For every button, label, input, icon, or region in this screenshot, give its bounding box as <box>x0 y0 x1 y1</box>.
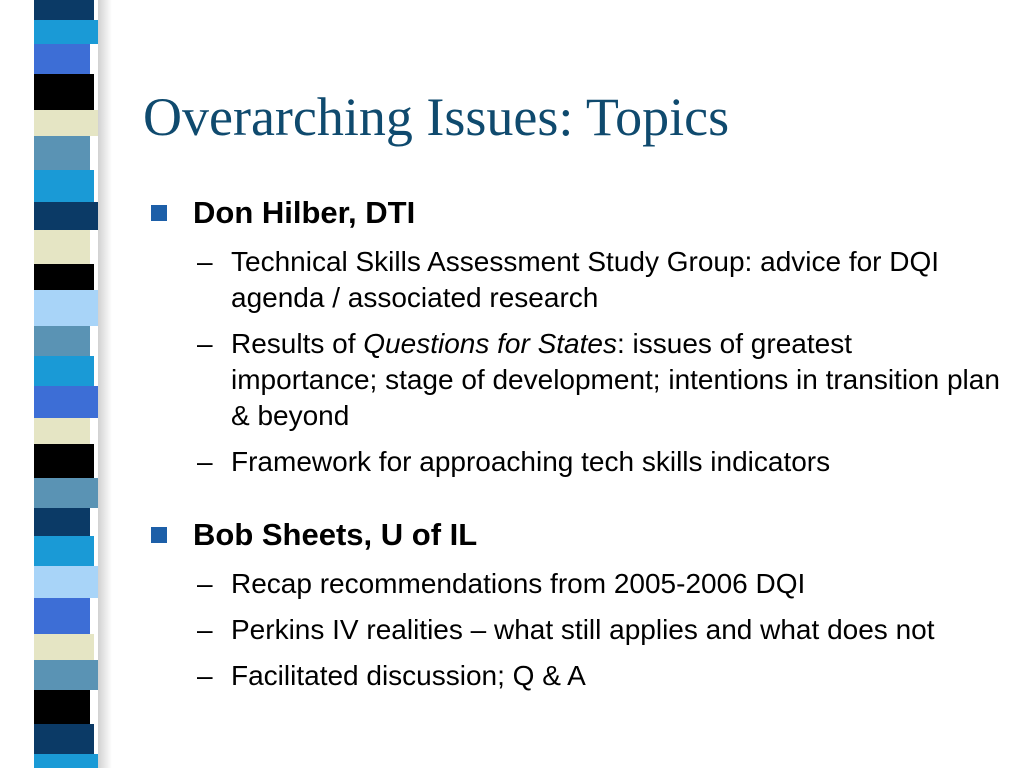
strip-segment <box>34 44 90 74</box>
strip-segment <box>34 230 90 264</box>
strip-segment <box>34 356 94 386</box>
dash-bullet-icon: – <box>197 614 213 645</box>
section-heading: Bob Sheets, U of IL <box>193 517 478 552</box>
decorative-color-strip <box>34 0 98 768</box>
sub-bullet-text: Results of Questions for States: issues of greatest importance; stage of development; intentions in transition plan & beyond <box>231 328 1000 431</box>
sub-bullet-text: Perkins IV realities – what still applies and what does not <box>231 614 935 645</box>
sub-bullet-text: Framework for approaching tech skills indicators <box>231 446 831 477</box>
strip-segment <box>34 264 94 290</box>
strip-segment <box>34 660 98 690</box>
strip-segment <box>34 20 98 44</box>
dash-bullet-icon: – <box>197 568 213 599</box>
sub-bullet-list <box>145 566 1005 694</box>
section-bob-sheets <box>145 514 1005 694</box>
strip-segment <box>34 598 90 634</box>
section-heading-row <box>145 514 1005 556</box>
sub-bullet-text: Recap recommendations from 2005-2006 DQI <box>231 568 806 599</box>
strip-segment <box>34 566 98 598</box>
strip-segment <box>34 536 94 566</box>
section-heading: Don Hilber, DTI <box>193 195 416 230</box>
strip-shadow <box>98 0 112 768</box>
section-don-hilber <box>145 192 1005 480</box>
strip-segment <box>34 724 94 754</box>
sub-bullet-text: Facilitated discussion; Q & A <box>231 660 586 691</box>
section-heading-row <box>145 192 1005 234</box>
strip-segment <box>34 136 90 170</box>
sub-bullet <box>145 612 1005 648</box>
sub-bullet <box>145 326 1005 434</box>
strip-segment <box>34 326 90 356</box>
dash-bullet-icon: – <box>197 446 213 477</box>
strip-segment <box>34 754 98 768</box>
sub-bullet <box>145 658 1005 694</box>
strip-segment <box>34 74 94 110</box>
dash-bullet-icon: – <box>197 328 213 359</box>
strip-segment <box>34 478 98 508</box>
strip-segment <box>34 290 98 326</box>
sub-bullet <box>145 244 1005 316</box>
strip-segment <box>34 202 98 230</box>
strip-segment <box>34 0 94 20</box>
dash-bullet-icon: – <box>197 246 213 277</box>
strip-segment <box>34 508 90 536</box>
dash-bullet-icon: – <box>197 660 213 691</box>
strip-segment <box>34 386 98 418</box>
slide-body <box>145 192 1005 694</box>
square-bullet-icon <box>151 205 167 221</box>
strip-segment <box>34 444 94 478</box>
slide-title: Overarching Issues: Topics <box>143 87 730 147</box>
strip-segment <box>34 418 90 444</box>
sub-bullet <box>145 566 1005 602</box>
strip-segment <box>34 110 98 136</box>
square-bullet-icon <box>151 527 167 543</box>
strip-segment <box>34 690 90 724</box>
strip-segment <box>34 170 94 202</box>
italic-title: Questions for States <box>363 328 617 359</box>
sub-bullet-text: Technical Skills Assessment Study Group: advice for DQI agenda / associated research <box>231 246 940 313</box>
strip-segment <box>34 634 94 660</box>
sub-bullet <box>145 444 1005 480</box>
sub-bullet-list <box>145 244 1005 480</box>
